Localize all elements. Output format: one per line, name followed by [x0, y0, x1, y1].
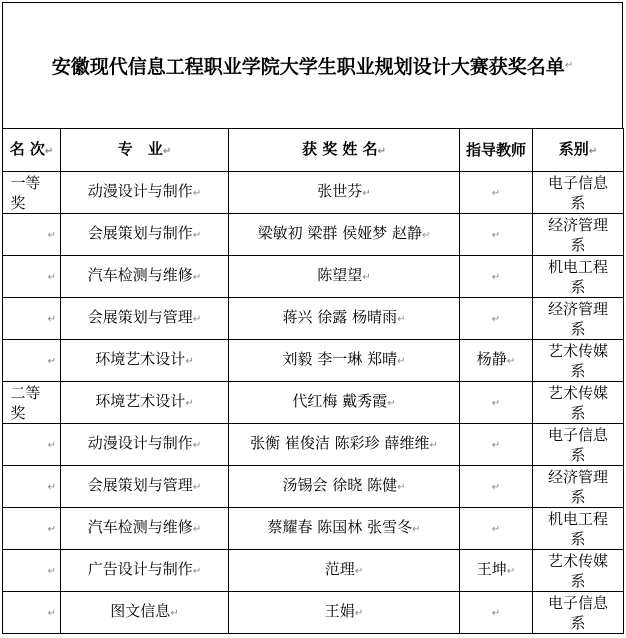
paragraph-mark-icon: ↵	[354, 608, 364, 619]
department-cell: 经济管理系	[533, 214, 624, 256]
paragraph-mark-icon: ↵	[429, 440, 438, 451]
major-cell: 环境艺术设计↵	[61, 382, 229, 424]
paragraph-mark-icon: ↵	[491, 272, 501, 283]
paragraph-mark-icon: ↵	[192, 230, 202, 241]
table-row	[3, 172, 624, 214]
rank-cell: 一等奖	[3, 172, 61, 214]
table-row	[3, 550, 624, 592]
advisor-cell	[460, 382, 533, 424]
winners-cell: 陈望望↵	[229, 256, 460, 298]
paragraph-mark-icon: ↵	[192, 566, 202, 577]
paragraph-mark-icon: ↵	[491, 524, 501, 535]
title-box	[2, 2, 623, 129]
paragraph-mark-icon: ↵	[47, 272, 56, 283]
rank-cell	[3, 592, 61, 634]
header-advisor: 指导教师	[460, 129, 533, 172]
advisor-cell: 王坤↵	[460, 550, 533, 592]
major-cell: 汽车检测与维修↵	[61, 256, 229, 298]
winners-cell: 张世芬↵	[229, 172, 460, 214]
advisor-cell	[460, 592, 533, 634]
rank-cell	[3, 298, 61, 340]
paragraph-mark-icon: ↵	[47, 524, 56, 535]
rank-cell	[3, 466, 61, 508]
rank-cell	[3, 550, 61, 592]
paragraph-mark-icon: ↵	[421, 230, 431, 241]
paragraph-mark-icon: ↵	[362, 272, 371, 283]
department-cell: 机电工程系	[533, 508, 624, 550]
rank-cell	[3, 424, 61, 466]
table-row	[3, 298, 624, 340]
rank-cell: 二等奖	[3, 382, 61, 424]
table-row	[3, 508, 624, 550]
advisor-cell: 杨静↵	[460, 340, 533, 382]
winners-cell: 汤锡会 徐晓 陈健↵	[229, 466, 460, 508]
major-cell: 会展策划与管理↵	[61, 298, 229, 340]
rank-cell	[3, 508, 61, 550]
major-cell: 会展策划与管理↵	[61, 466, 229, 508]
winners-cell: 王娟↵	[229, 592, 460, 634]
paragraph-mark-icon: ↵	[192, 314, 202, 325]
header-row	[3, 129, 624, 172]
header-major: 专 业↵	[61, 129, 229, 172]
department-cell: 电子信息系	[533, 592, 624, 634]
advisor-cell	[460, 214, 533, 256]
table-row	[3, 214, 624, 256]
winners-cell: 代红梅 戴秀霞↵	[229, 382, 460, 424]
paragraph-mark-icon: ↵	[491, 188, 501, 199]
rank-cell	[3, 340, 61, 382]
table-row	[3, 424, 624, 466]
department-cell: 经济管理系	[533, 466, 624, 508]
table-row	[3, 382, 624, 424]
paragraph-mark-icon: ↵	[354, 566, 364, 577]
rank-cell	[3, 214, 61, 256]
paragraph-mark-icon: ↵	[387, 398, 396, 409]
paragraph-mark-icon: ↵	[47, 566, 56, 577]
advisor-cell	[460, 256, 533, 298]
table-row	[3, 592, 624, 634]
paragraph-mark-icon: ↵	[491, 440, 501, 451]
header-department: 系别↵	[533, 129, 624, 172]
paragraph-mark-icon: ↵	[47, 314, 56, 325]
department-cell: 艺术传媒系	[533, 340, 624, 382]
paragraph-mark-icon: ↵	[506, 566, 516, 577]
department-cell: 艺术传媒系	[533, 550, 624, 592]
paragraph-mark-icon: ↵	[192, 188, 202, 199]
paragraph-mark-icon: ↵	[192, 524, 202, 535]
major-cell: 动漫设计与制作↵	[61, 424, 229, 466]
winners-cell: 蔡耀春 陈国林 张雪冬↵	[229, 508, 460, 550]
paragraph-mark-icon: ↵	[192, 440, 202, 451]
department-cell: 艺术传媒系	[533, 382, 624, 424]
paragraph-mark-icon: ↵	[170, 608, 179, 619]
winners-cell: 范理↵	[229, 550, 460, 592]
winners-cell: 蒋兴 徐露 杨晴雨↵	[229, 298, 460, 340]
advisor-cell	[460, 508, 533, 550]
advisor-cell	[460, 172, 533, 214]
paragraph-mark-icon: ↵	[397, 356, 406, 367]
paragraph-mark-icon: ↵	[47, 356, 56, 367]
paragraph-mark-icon: ↵	[185, 356, 194, 367]
advisor-cell	[460, 466, 533, 508]
department-cell: 机电工程系	[533, 256, 624, 298]
document-title: 安徽现代信息工程职业学院大学生职业规划设计大赛获奖名单	[51, 56, 565, 78]
major-cell: 会展策划与制作↵	[61, 214, 229, 256]
paragraph-mark-icon: ↵	[47, 230, 56, 241]
paragraph-mark-icon: ↵	[564, 60, 574, 71]
header-rank: 名 次↵	[3, 129, 61, 172]
paragraph-mark-icon: ↵	[47, 608, 56, 619]
paragraph-mark-icon: ↵	[185, 398, 194, 409]
paragraph-mark-icon: ↵	[491, 398, 501, 409]
paragraph-mark-icon: ↵	[362, 188, 371, 199]
paragraph-mark-icon: ↵	[491, 482, 501, 493]
major-cell: 动漫设计与制作↵	[61, 172, 229, 214]
department-cell: 电子信息系	[533, 424, 624, 466]
rank-cell	[3, 256, 61, 298]
paragraph-mark-icon: ↵	[506, 356, 516, 367]
paragraph-mark-icon: ↵	[47, 482, 56, 493]
paragraph-mark-icon: ↵	[47, 440, 56, 451]
advisor-cell	[460, 298, 533, 340]
paragraph-mark-icon: ↵	[192, 482, 202, 493]
winners-cell: 张衡 崔俊洁 陈彩珍 薛维维↵	[229, 424, 460, 466]
advisor-cell	[460, 424, 533, 466]
table-row	[3, 340, 624, 382]
major-cell: 广告设计与制作↵	[61, 550, 229, 592]
major-cell: 环境艺术设计↵	[61, 340, 229, 382]
department-cell: 电子信息系	[533, 172, 624, 214]
paragraph-mark-icon: ↵	[397, 482, 406, 493]
winners-cell: 刘毅 李一琳 郑晴↵	[229, 340, 460, 382]
major-cell: 汽车检测与维修↵	[61, 508, 229, 550]
paragraph-mark-icon: ↵	[491, 608, 501, 619]
paragraph-mark-icon: ↵	[192, 272, 202, 283]
winners-cell: 梁敏初 梁群 侯娅梦 赵静↵	[229, 214, 460, 256]
table-row	[3, 256, 624, 298]
paragraph-mark-icon: ↵	[397, 314, 406, 325]
department-cell: 经济管理系	[533, 298, 624, 340]
paragraph-mark-icon: ↵	[491, 314, 501, 325]
table-row	[3, 466, 624, 508]
header-winners: 获 奖 姓 名↵	[229, 129, 460, 172]
paragraph-mark-icon: ↵	[491, 230, 501, 241]
major-cell: 图文信息↵	[61, 592, 229, 634]
award-table	[2, 128, 624, 634]
paragraph-mark-icon: ↵	[412, 524, 421, 535]
